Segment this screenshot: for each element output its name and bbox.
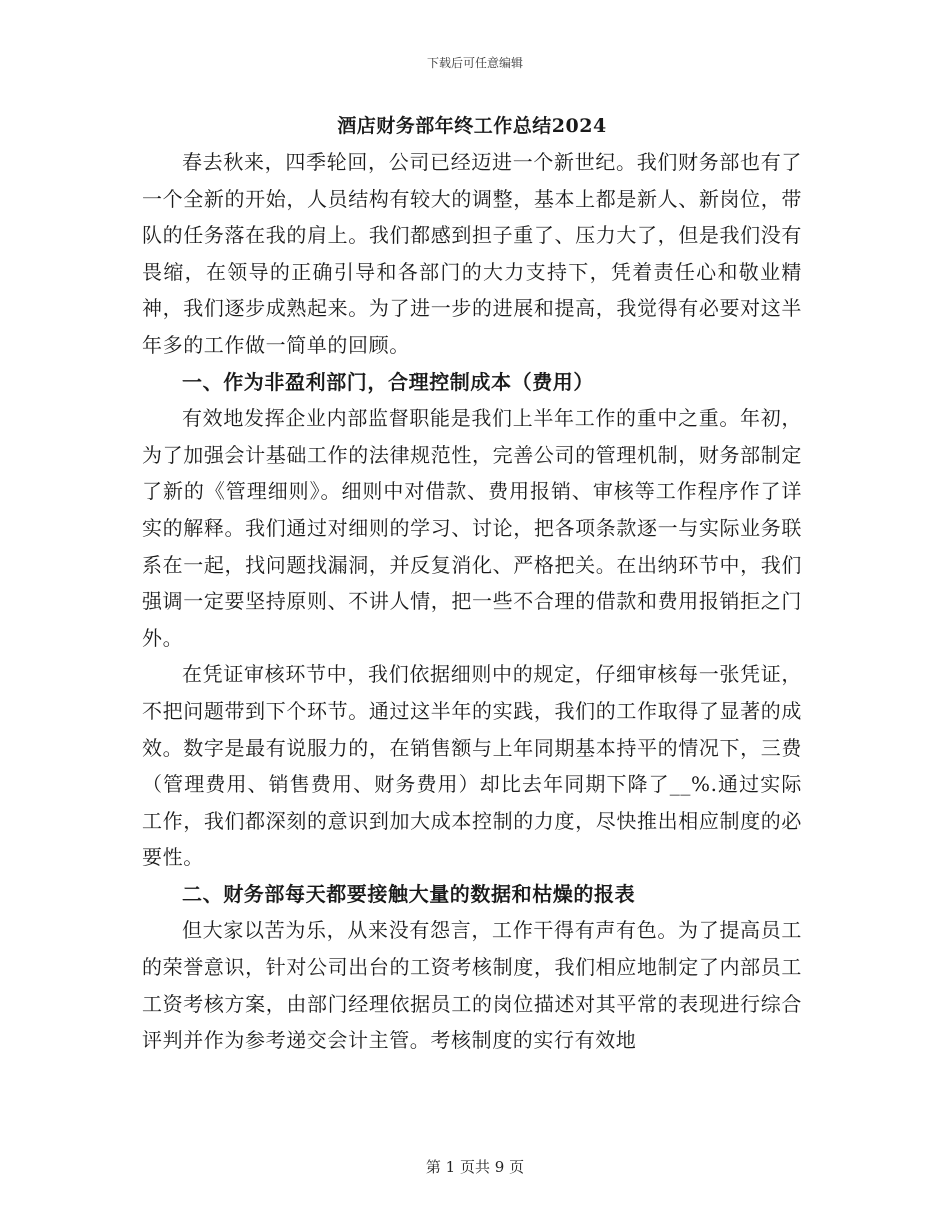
paragraph-cost-control: 有效地发挥企业内部监督职能是我们上半年工作的重中之重。年初，为了加强会计基础工作的法律规范性，完善公司的管理机制，财务部制定了新的《管理细则》。细则中对借款、费用报销、审核等工作程序作了详实的解释。我们通过对细则的学习、讨论，把各项条款逐一与实际业务联系在一起，找问题找漏洞，并反复消化、严格把关。在出纳环节中，我们强调一定要坚持原则、不讲人情，把一些不合理的借款和费用报销拒之门外。 — [142, 406, 802, 650]
section-heading-1: 一、作为非盈利部门，合理控制成本（费用） — [182, 369, 594, 394]
document-body — [142, 110, 802, 1059]
header-note: 下载后可任意编辑 — [426, 56, 523, 70]
section-heading-2: 二、财务部每天都要接触大量的数据和枯燥的报表 — [182, 881, 636, 906]
paragraph-intro: 春去秋来，四季轮回，公司已经迈进一个新世纪。我们财务部也有了一个全新的开始，人员结构有较大的调整，基本上都是新人、新岗位，带队的任务落在我的肩上。我们都感到担子重了、压力大了，但是我们没有畏缩，在领导的正确引导和各部门的大力支持下，凭着责任心和敬业精神，我们逐步成熟起来。为了进一步的进展和提高，我觉得有必要对这半年多的工作做一简单的回顾。 — [142, 150, 802, 357]
paragraph-assessment: 但大家以苦为乐，从来没有怨言，工作干得有声有色。为了提高员工的荣誉意识，针对公司出台的工资考核制度，我们相应地制定了内部员工工资考核方案，由部门经理依据员工的岗位描述对其平常的表现进行综合评判并作为参考递交会计主管。考核制度的实行有效地 — [142, 918, 802, 1053]
paragraph-voucher-audit: 在凭证审核环节中，我们依据细则中的规定，仔细审核每一张凭证，不把问题带到下个环节。通过这半年的实践，我们的工作取得了显著的成效。数字是最有说服力的，在销售额与上年同期基本持平的情况下，三费（管理费用、销售费用、财务费用）却比去年同期下降了__%.通过实际工作，我们都深刻的意识到加大成本控制的力度，尽快推出相应制度的必要性。 — [142, 662, 802, 870]
document-title: 酒店财务部年终工作总结2024 — [337, 115, 607, 137]
page-number-footer: 第 1 页共 9 页 — [425, 1158, 525, 1176]
